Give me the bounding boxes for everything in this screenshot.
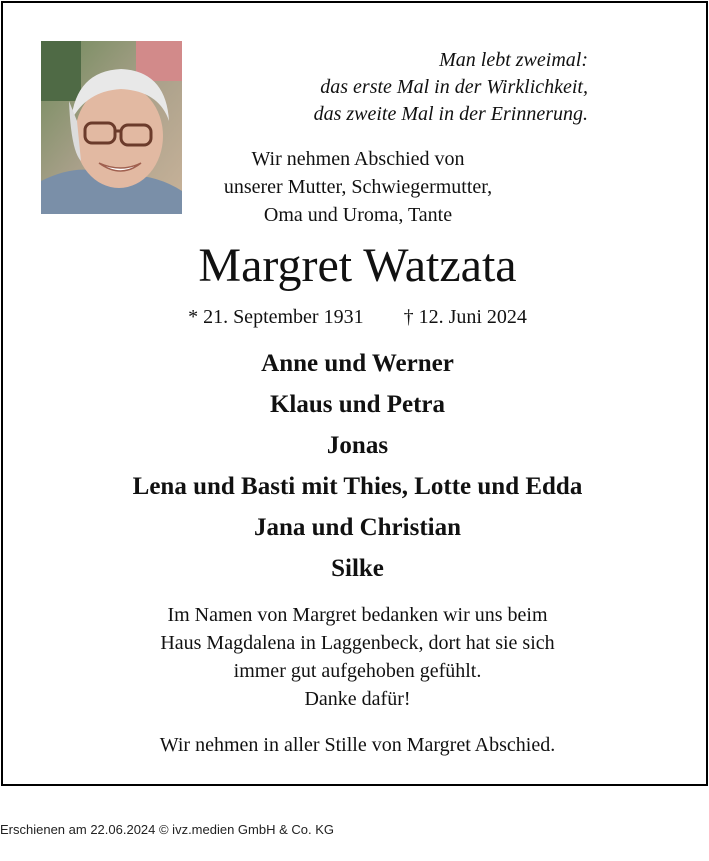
- closing-text: Wir nehmen in aller Stille von Margret Abschied.: [159, 734, 556, 756]
- thanks-text: [3, 601, 709, 713]
- intro-text: [153, 145, 563, 229]
- death-date: † 12. Juni 2024: [403, 306, 527, 328]
- mourner-line: Anne und Werner: [261, 350, 454, 377]
- thanks-line: Haus Magdalena in Laggenbeck, dort hat sie sich: [160, 632, 555, 654]
- obituary-card: [1, 1, 708, 786]
- mourner-line: Jana und Christian: [253, 514, 462, 541]
- deceased-name: Margret Watzata: [198, 239, 517, 292]
- mourner-line: Klaus und Petra: [269, 391, 446, 418]
- thanks-line: Danke dafür!: [304, 688, 411, 710]
- quote-line: das zweite Mal in der Erinnerung.: [313, 103, 588, 125]
- mourner-line: Silke: [331, 555, 384, 582]
- thanks-line: Im Namen von Margret bedanken wir uns beim: [167, 604, 548, 626]
- life-dates: [3, 303, 709, 331]
- intro-line: Wir nehmen Abschied von: [251, 148, 465, 170]
- intro-line: Oma und Uroma, Tante: [263, 204, 453, 226]
- intro-line: unserer Mutter, Schwiegermutter,: [223, 176, 493, 198]
- quote-line: Man lebt zweimal:: [439, 49, 588, 71]
- publication-footer: Erschienen am 22.06.2024 © ivz.medien GmbH & Co. KG: [0, 822, 335, 837]
- quote-line: das erste Mal in der Wirklichkeit,: [320, 76, 588, 98]
- mourner-line: Jonas: [326, 432, 389, 459]
- mourners-list: [3, 343, 709, 589]
- thanks-line: immer gut aufgehoben gefühlt.: [233, 660, 482, 682]
- quote-block: [243, 47, 588, 128]
- mourner-line: Lena und Basti mit Thies, Lotte und Edda: [132, 473, 583, 500]
- birth-date: * 21. September 1931: [188, 306, 364, 328]
